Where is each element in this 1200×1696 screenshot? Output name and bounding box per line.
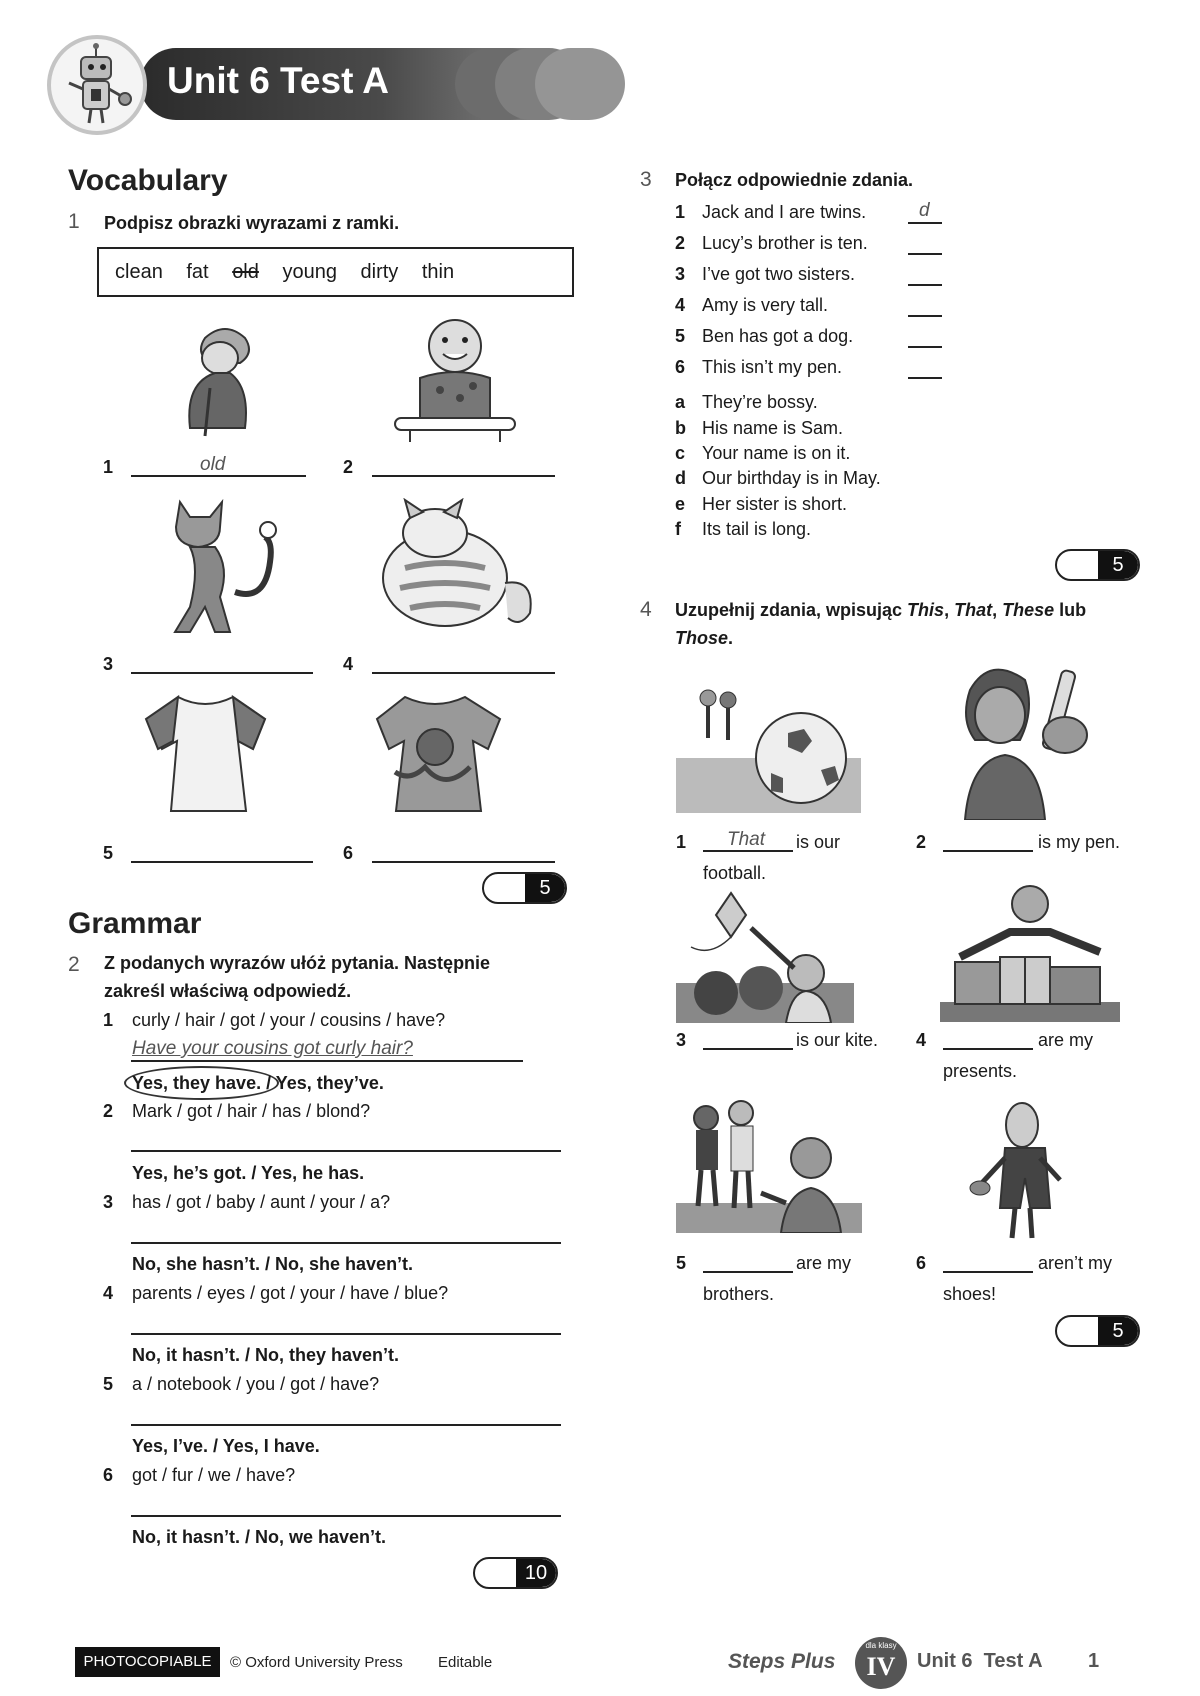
word-clean: clean — [115, 261, 163, 283]
task-3-score: 5 — [1098, 551, 1138, 579]
grammar-item-3-prompt: has / got / baby / aunt / your / a? — [132, 1192, 391, 1212]
dirty-tshirt-picture — [365, 692, 505, 817]
vocab-item-6-number: 6 — [343, 843, 354, 863]
task4-item-3-number: 3 — [676, 1030, 687, 1050]
task3-answer-line-6[interactable] — [908, 377, 942, 379]
grammar-answer-1: Have your cousins got curly hair? — [132, 1038, 413, 1059]
task3-answer-line-3[interactable] — [908, 284, 942, 286]
grammar-answer-line-4[interactable] — [131, 1333, 561, 1335]
task-4-score: 5 — [1098, 1317, 1138, 1345]
footer-unit-label: Unit 6 Test A — [917, 1650, 1043, 1672]
grammar-item-1-number: 1 — [103, 1010, 114, 1030]
task3-sentence-2-text: Lucy’s brother is ten. — [702, 233, 868, 253]
task4-answer-line-5[interactable] — [703, 1271, 793, 1273]
task3-response-f-text: Its tail is long. — [702, 519, 812, 539]
task-2-score: 10 — [516, 1559, 556, 1587]
football-picture — [676, 678, 861, 813]
task-2-score-badge — [473, 1557, 558, 1589]
task3-sentence-5-text: Ben has got a dog. — [702, 326, 854, 346]
grammar-item-5-prompt: a / notebook / you / got / have? — [132, 1374, 380, 1394]
task3-response-b-text: His name is Sam. — [702, 418, 844, 438]
task3-sentence-5: 5 — [675, 326, 686, 346]
grammar-answer-line-1[interactable] — [131, 1060, 523, 1062]
task4-item-6-number: 6 — [916, 1253, 927, 1273]
task4-item-3-text: is our kite. — [796, 1030, 879, 1050]
task4-answer-line-3[interactable] — [703, 1048, 793, 1050]
task3-sentence-4-text: Amy is very tall. — [702, 295, 829, 315]
clean-tshirt-picture — [143, 692, 268, 817]
girl-with-pen-picture — [940, 660, 1115, 820]
task3-sentence-1-text: Jack and I are twins. — [702, 202, 867, 222]
grammar-item-2-number: 2 — [103, 1101, 114, 1121]
kite-picture — [676, 888, 854, 1023]
grammar-answer-line-2[interactable] — [131, 1150, 561, 1152]
task3-sentence-3-text: I’ve got two sisters. — [702, 264, 856, 284]
task-3-score-badge — [1055, 549, 1140, 581]
task-2-number: 2 — [68, 953, 80, 976]
grammar-item-6-number: 6 — [103, 1465, 114, 1485]
page-number: 1 — [1088, 1650, 1100, 1672]
task-3-instruction: Połącz odpowiednie zdania. — [675, 170, 914, 190]
baby-picture — [385, 318, 525, 443]
grammar-answer-line-3[interactable] — [131, 1242, 561, 1244]
thin-cat-picture — [140, 492, 305, 637]
task-1-score-badge — [482, 872, 567, 904]
task4-item-2-text: is my pen. — [1038, 832, 1121, 852]
grammar-item-1-option-2: Yes, they’ve. — [275, 1073, 384, 1093]
grammar-item-1-prompt: curly / hair / got / your / cousins / have? — [132, 1010, 446, 1030]
task-2-instruction-line1: Z podanych wyrazów ułóż pytania. Następnie — [104, 953, 491, 973]
task3-answer-line-5[interactable] — [908, 346, 942, 348]
task4-item-4-number: 4 — [916, 1030, 927, 1050]
grammar-item-2-prompt: Mark / got / hair / has / blond? — [132, 1101, 371, 1121]
grammar-item-2-options: Yes, he’s got. / Yes, he has. — [132, 1163, 365, 1183]
task-3-number: 3 — [640, 168, 652, 191]
task3-answer-line-1[interactable] — [908, 222, 942, 224]
grammar-heading: Grammar — [68, 907, 202, 940]
robot-icon — [51, 39, 143, 131]
task3-answer-line-2[interactable] — [908, 253, 942, 255]
grammar-answer-line-5[interactable] — [131, 1424, 561, 1426]
grammar-item-3-options: No, she hasn’t. / No, she haven’t. — [132, 1254, 414, 1274]
word-young: young — [282, 261, 337, 283]
presents-picture — [940, 882, 1120, 1022]
task4-item-5-number: 5 — [676, 1253, 687, 1273]
grade-badge-numeral: IV — [866, 1652, 896, 1681]
task3-sentence-2: 2 — [675, 233, 686, 253]
editable-label: Editable — [438, 1654, 493, 1671]
word-dirty: dirty — [360, 261, 399, 283]
grammar-item-1-options — [132, 1071, 384, 1095]
page-title: Unit 6 Test A — [167, 60, 390, 101]
task-2-instruction-line2: zakreśl właściwą odpowiedź. — [104, 981, 352, 1001]
grammar-item-6-options: No, it hasn’t. / No, we haven’t. — [132, 1527, 387, 1547]
word-thin: thin — [421, 261, 455, 283]
task3-response-c: c — [675, 443, 686, 463]
task3-answer-line-4[interactable] — [908, 315, 942, 317]
task3-response-e: e — [675, 494, 686, 514]
task3-sentence-6: 6 — [675, 357, 686, 377]
fat-cat-picture — [365, 498, 540, 633]
grammar-item-3-number: 3 — [103, 1192, 114, 1212]
task3-response-d: d — [675, 468, 686, 488]
task4-item-1-text: is our — [796, 832, 841, 852]
vocab-item-5-number: 5 — [103, 843, 114, 863]
grammar-item-4-prompt: parents / eyes / got / your / have / blue? — [132, 1283, 449, 1303]
task3-response-a: a — [675, 392, 686, 412]
task4-item-2-number: 2 — [916, 832, 927, 852]
task4-answer-line-4[interactable] — [943, 1048, 1033, 1050]
task3-sentence-6-text: This isn’t my pen. — [702, 357, 843, 377]
vocab-item-1-number: 1 — [103, 457, 114, 477]
vocab-answer-line-5[interactable] — [131, 861, 313, 863]
grammar-item-1-option-separator: / — [261, 1073, 276, 1093]
photocopiable-badge: PHOTOCOPIABLE — [75, 1647, 220, 1677]
task-1-number: 1 — [68, 210, 80, 233]
task4-item-6-text: aren’t my — [1038, 1253, 1113, 1273]
vocab-answer-line-6[interactable] — [372, 861, 555, 863]
task3-sentence-4: 4 — [675, 295, 686, 315]
task4-item-1-text-cont: football. — [703, 863, 767, 883]
task4-item-4-text-cont: presents. — [943, 1061, 1018, 1081]
old-woman-picture — [145, 318, 285, 438]
task-1-instruction: Podpisz obrazki wyrazami z ramki. — [104, 213, 400, 233]
task3-answer-1: d — [919, 200, 930, 221]
boy-with-shoes-picture — [960, 1100, 1090, 1240]
grammar-item-4-options: No, it hasn’t. / No, they haven’t. — [132, 1345, 400, 1365]
grammar-item-1-option-circled: Yes, they have. — [132, 1073, 262, 1093]
task4-item-4-text: are my — [1038, 1030, 1094, 1050]
vocab-item-4-number: 4 — [343, 654, 354, 674]
vocab-answer-1: old — [200, 454, 226, 475]
vocabulary-heading: Vocabulary — [68, 164, 228, 197]
task-4-score-badge — [1055, 1315, 1140, 1347]
vocab-answer-line-4[interactable] — [372, 672, 555, 674]
vocab-item-2-number: 2 — [343, 457, 354, 477]
word-box — [97, 247, 574, 297]
grammar-item-6-prompt: got / fur / we / have? — [132, 1465, 296, 1485]
task3-response-b: b — [675, 418, 686, 438]
task4-item-1-number: 1 — [676, 832, 687, 852]
task-4-instruction: Uzupełnij zdania, wpisując This, That, These lub Those. — [675, 600, 1087, 648]
task-4-number: 4 — [640, 598, 652, 621]
vocab-answer-line-2[interactable] — [372, 475, 555, 477]
task3-response-a-text: They’re bossy. — [702, 392, 818, 412]
task4-answer-line-6[interactable] — [943, 1271, 1033, 1273]
grammar-answer-line-6[interactable] — [131, 1515, 561, 1517]
task4-answer-1: That — [727, 829, 766, 850]
task3-response-c-text: Your name is on it. — [702, 443, 851, 463]
task3-sentence-1: 1 — [675, 202, 686, 222]
task-1-score: 5 — [525, 874, 565, 902]
vocab-item-3-number: 3 — [103, 654, 114, 674]
grade-badge — [855, 1637, 907, 1689]
task3-response-d-text: Our birthday is in May. — [702, 468, 881, 488]
steps-plus-brand: Steps Plus — [728, 1650, 836, 1673]
grammar-item-4-number: 4 — [103, 1283, 114, 1303]
vocab-answer-line-3[interactable] — [131, 672, 313, 674]
task4-answer-line-2[interactable] — [943, 850, 1033, 852]
task4-item-5-text: are my — [796, 1253, 852, 1273]
copyright-text: © Oxford University Press — [230, 1654, 403, 1671]
grammar-item-5-options: Yes, I’ve. / Yes, I have. — [132, 1436, 320, 1456]
grammar-item-5-number: 5 — [103, 1374, 114, 1394]
robot-logo — [47, 35, 147, 135]
task4-item-5-text-cont: brothers. — [703, 1284, 775, 1304]
task3-response-f: f — [675, 519, 681, 539]
word-old-crossed: old — [232, 261, 259, 283]
task4-item-6-text-cont: shoes! — [943, 1284, 997, 1304]
word-fat: fat — [186, 261, 209, 283]
grade-badge-caption: dla klasy — [865, 1641, 897, 1650]
boys-picture — [676, 1098, 862, 1233]
task3-sentence-3: 3 — [675, 264, 686, 284]
task3-response-e-text: Her sister is short. — [702, 494, 848, 514]
